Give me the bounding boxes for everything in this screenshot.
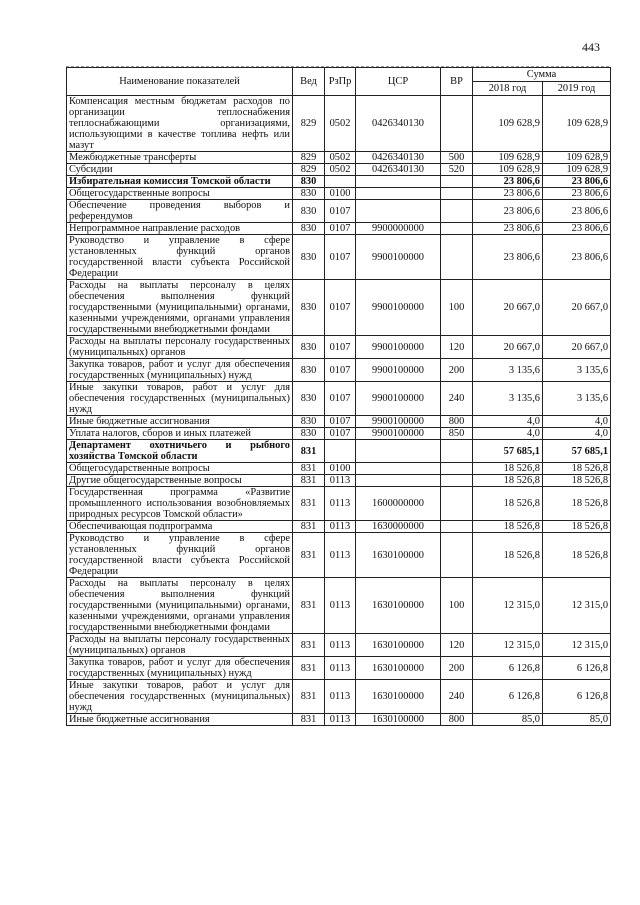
table-row bbox=[67, 223, 611, 235]
cell-ved: 831 bbox=[293, 487, 325, 521]
cell-vr: 800 bbox=[441, 416, 473, 428]
table-row bbox=[67, 152, 611, 164]
cell-rzpr: 0113 bbox=[325, 657, 356, 680]
cell-ved: 830 bbox=[293, 176, 325, 188]
cell-y2018: 23 806,6 bbox=[473, 223, 543, 235]
cell-rzpr: 0113 bbox=[325, 533, 356, 578]
cell-name: Иные бюджетные ассигнования bbox=[67, 416, 293, 428]
cell-rzpr bbox=[325, 176, 356, 188]
cell-y2019: 20 667,0 bbox=[543, 280, 611, 336]
table-row bbox=[67, 336, 611, 359]
cell-csr: 0426340130 bbox=[356, 152, 441, 164]
cell-vr bbox=[441, 463, 473, 475]
page-number: 443 bbox=[582, 40, 600, 54]
cell-csr: 0426340130 bbox=[356, 164, 441, 176]
cell-y2018: 20 667,0 bbox=[473, 280, 543, 336]
cell-rzpr: 0113 bbox=[325, 475, 356, 487]
cell-ved: 830 bbox=[293, 200, 325, 223]
cell-vr bbox=[441, 223, 473, 235]
cell-csr: 1630100000 bbox=[356, 578, 441, 634]
cell-y2019: 3 135,6 bbox=[543, 359, 611, 382]
cell-csr: 1630100000 bbox=[356, 634, 441, 657]
cell-vr: 850 bbox=[441, 428, 473, 440]
cell-ved: 830 bbox=[293, 428, 325, 440]
cell-y2019: 18 526,8 bbox=[543, 521, 611, 533]
cell-csr bbox=[356, 200, 441, 223]
table-row bbox=[67, 714, 611, 726]
cell-vr: 800 bbox=[441, 714, 473, 726]
cell-y2018: 4,0 bbox=[473, 416, 543, 428]
table-row bbox=[67, 200, 611, 223]
cell-vr: 100 bbox=[441, 578, 473, 634]
cell-y2018: 109 628,9 bbox=[473, 96, 543, 152]
cell-name: Расходы на выплаты персоналу в целях обеспечения выполнения функций государственными (муниципальными) органами, казенными учреждениями, органами управления государственными внебюджетными фондами bbox=[67, 578, 293, 634]
header-rzpr: РзПр bbox=[325, 68, 356, 96]
table-row bbox=[67, 487, 611, 521]
cell-name: Субсидии bbox=[67, 164, 293, 176]
cell-y2019: 109 628,9 bbox=[543, 96, 611, 152]
cell-vr: 200 bbox=[441, 359, 473, 382]
cell-y2018: 23 806,6 bbox=[473, 200, 543, 223]
cell-vr: 520 bbox=[441, 164, 473, 176]
cell-ved: 831 bbox=[293, 657, 325, 680]
cell-csr: 9900100000 bbox=[356, 416, 441, 428]
cell-vr bbox=[441, 475, 473, 487]
cell-y2019: 12 315,0 bbox=[543, 578, 611, 634]
cell-vr bbox=[441, 533, 473, 578]
cell-name: Закупка товаров, работ и услуг для обеспечения государственных (муниципальных) нужд bbox=[67, 359, 293, 382]
cell-ved: 831 bbox=[293, 521, 325, 533]
cell-rzpr: 0113 bbox=[325, 521, 356, 533]
cell-vr: 240 bbox=[441, 382, 473, 416]
cell-csr: 9900100000 bbox=[356, 382, 441, 416]
table-row bbox=[67, 235, 611, 280]
cell-y2018: 20 667,0 bbox=[473, 336, 543, 359]
cell-ved: 831 bbox=[293, 440, 325, 463]
table-row bbox=[67, 428, 611, 440]
cell-csr bbox=[356, 188, 441, 200]
cell-vr bbox=[441, 440, 473, 463]
cell-name: Расходы на выплаты персоналу государственных (муниципальных) органов bbox=[67, 336, 293, 359]
cell-csr bbox=[356, 440, 441, 463]
cell-name: Компенсация местным бюджетам расходов по организации теплоснабжения теплоснабжающими организациями, использующими в качестве топлива нефть или мазут bbox=[67, 96, 293, 152]
cell-ved: 831 bbox=[293, 475, 325, 487]
cell-name: Руководство и управление в сфере установленных функций органов государственной власти субъекта Российской Федерации bbox=[67, 533, 293, 578]
table-row bbox=[67, 382, 611, 416]
cell-y2019: 6 126,8 bbox=[543, 657, 611, 680]
cell-csr: 0426340130 bbox=[356, 96, 441, 152]
cell-ved: 831 bbox=[293, 578, 325, 634]
cell-name: Другие общегосударственные вопросы bbox=[67, 475, 293, 487]
cell-rzpr: 0107 bbox=[325, 280, 356, 336]
cell-y2019: 23 806,6 bbox=[543, 235, 611, 280]
cell-vr bbox=[441, 200, 473, 223]
cell-csr: 1630000000 bbox=[356, 521, 441, 533]
cell-ved: 830 bbox=[293, 382, 325, 416]
table-row bbox=[67, 578, 611, 634]
cell-csr: 1630100000 bbox=[356, 533, 441, 578]
table-row bbox=[67, 440, 611, 463]
cell-y2018: 18 526,8 bbox=[473, 475, 543, 487]
cell-y2018: 18 526,8 bbox=[473, 487, 543, 521]
cell-y2019: 6 126,8 bbox=[543, 680, 611, 714]
cell-ved: 830 bbox=[293, 336, 325, 359]
cell-vr: 500 bbox=[441, 152, 473, 164]
cell-rzpr: 0107 bbox=[325, 382, 356, 416]
cell-y2019: 3 135,6 bbox=[543, 382, 611, 416]
cell-name: Иные закупки товаров, работ и услуг для обеспечения государственных (муниципальных) нужд bbox=[67, 680, 293, 714]
cell-name: Избирательная комиссия Томской области bbox=[67, 176, 293, 188]
cell-ved: 831 bbox=[293, 634, 325, 657]
cell-rzpr: 0113 bbox=[325, 578, 356, 634]
cell-name: Общегосударственные вопросы bbox=[67, 463, 293, 475]
cell-rzpr: 0107 bbox=[325, 359, 356, 382]
cell-csr bbox=[356, 176, 441, 188]
table-row bbox=[67, 475, 611, 487]
cell-y2018: 85,0 bbox=[473, 714, 543, 726]
header-sum: Сумма bbox=[473, 68, 611, 82]
cell-rzpr: 0502 bbox=[325, 152, 356, 164]
cell-rzpr: 0502 bbox=[325, 96, 356, 152]
table-row bbox=[67, 280, 611, 336]
header-vr: ВР bbox=[441, 68, 473, 96]
cell-name: Расходы на выплаты персоналу в целях обеспечения выполнения функций государственными (муниципальными) органами, казенными учреждениями, органами управления государственными внебюджетными фондами bbox=[67, 280, 293, 336]
cell-name: Департамент охотничьего и рыбного хозяйства Томской области bbox=[67, 440, 293, 463]
cell-rzpr: 0107 bbox=[325, 416, 356, 428]
cell-y2019: 23 806,6 bbox=[543, 200, 611, 223]
cell-ved: 830 bbox=[293, 223, 325, 235]
cell-vr: 120 bbox=[441, 634, 473, 657]
cell-rzpr: 0107 bbox=[325, 235, 356, 280]
cell-ved: 829 bbox=[293, 152, 325, 164]
cell-ved: 830 bbox=[293, 235, 325, 280]
header-ved: Вед bbox=[293, 68, 325, 96]
header-year-2018: 2018 год bbox=[473, 82, 543, 96]
cell-ved: 830 bbox=[293, 359, 325, 382]
cell-csr: 1630100000 bbox=[356, 680, 441, 714]
cell-vr bbox=[441, 96, 473, 152]
cell-rzpr: 0100 bbox=[325, 188, 356, 200]
table-row bbox=[67, 188, 611, 200]
table-row bbox=[67, 416, 611, 428]
cell-y2018: 3 135,6 bbox=[473, 382, 543, 416]
cell-vr: 200 bbox=[441, 657, 473, 680]
cell-name: Обеспечение проведения выборов и референдумов bbox=[67, 200, 293, 223]
cell-name: Руководство и управление в сфере установленных функций органов государственной власти субъекта Российской Федерации bbox=[67, 235, 293, 280]
cell-csr bbox=[356, 475, 441, 487]
cell-y2019: 18 526,8 bbox=[543, 533, 611, 578]
cell-rzpr: 0107 bbox=[325, 200, 356, 223]
cell-csr: 1600000000 bbox=[356, 487, 441, 521]
cell-y2018: 4,0 bbox=[473, 428, 543, 440]
table-row bbox=[67, 164, 611, 176]
cell-y2019: 85,0 bbox=[543, 714, 611, 726]
cell-y2019: 20 667,0 bbox=[543, 336, 611, 359]
cell-vr bbox=[441, 176, 473, 188]
cell-name: Иные закупки товаров, работ и услуг для обеспечения государственных (муниципальных) нужд bbox=[67, 382, 293, 416]
cell-vr: 120 bbox=[441, 336, 473, 359]
cell-ved: 831 bbox=[293, 533, 325, 578]
header-csr: ЦСР bbox=[356, 68, 441, 96]
cell-name: Иные бюджетные ассигнования bbox=[67, 714, 293, 726]
cell-name: Закупка товаров, работ и услуг для обеспечения государственных (муниципальных) нужд bbox=[67, 657, 293, 680]
cell-name: Государственная программа «Развитие промышленного использования возобновляемых природных ресурсов Томской области» bbox=[67, 487, 293, 521]
cell-name: Общегосударственные вопросы bbox=[67, 188, 293, 200]
cell-y2019: 18 526,8 bbox=[543, 475, 611, 487]
table-row bbox=[67, 521, 611, 533]
table-row bbox=[67, 634, 611, 657]
cell-y2018: 109 628,9 bbox=[473, 152, 543, 164]
cell-ved: 831 bbox=[293, 463, 325, 475]
cell-csr: 9900100000 bbox=[356, 359, 441, 382]
cell-csr: 9900000000 bbox=[356, 223, 441, 235]
cell-y2018: 18 526,8 bbox=[473, 463, 543, 475]
table-row bbox=[67, 533, 611, 578]
cell-csr: 9900100000 bbox=[356, 336, 441, 359]
cell-csr: 9900100000 bbox=[356, 280, 441, 336]
cell-y2019: 23 806,6 bbox=[543, 223, 611, 235]
cell-name: Межбюджетные трансферты bbox=[67, 152, 293, 164]
cell-y2019: 12 315,0 bbox=[543, 634, 611, 657]
cell-y2019: 18 526,8 bbox=[543, 487, 611, 521]
cell-rzpr: 0502 bbox=[325, 164, 356, 176]
cell-name: Непрограммное направление расходов bbox=[67, 223, 293, 235]
cell-rzpr: 0107 bbox=[325, 336, 356, 359]
table-body bbox=[67, 96, 611, 726]
cell-ved: 829 bbox=[293, 96, 325, 152]
table-row bbox=[67, 463, 611, 475]
cell-vr bbox=[441, 521, 473, 533]
cell-y2019: 4,0 bbox=[543, 416, 611, 428]
table-row bbox=[67, 657, 611, 680]
cell-y2018: 3 135,6 bbox=[473, 359, 543, 382]
cell-y2019: 4,0 bbox=[543, 428, 611, 440]
cell-y2018: 12 315,0 bbox=[473, 578, 543, 634]
cell-y2018: 23 806,6 bbox=[473, 235, 543, 280]
table-row bbox=[67, 680, 611, 714]
cell-rzpr: 0113 bbox=[325, 680, 356, 714]
cell-y2019: 109 628,9 bbox=[543, 152, 611, 164]
cell-ved: 831 bbox=[293, 714, 325, 726]
cell-csr: 9900100000 bbox=[356, 235, 441, 280]
cell-y2018: 6 126,8 bbox=[473, 657, 543, 680]
cell-name: Уплата налогов, сборов и иных платежей bbox=[67, 428, 293, 440]
cell-y2018: 23 806,6 bbox=[473, 176, 543, 188]
cell-name: Обеспечивающая подпрограмма bbox=[67, 521, 293, 533]
table-row bbox=[67, 359, 611, 382]
cell-csr: 9900100000 bbox=[356, 428, 441, 440]
cell-rzpr bbox=[325, 440, 356, 463]
cell-vr bbox=[441, 235, 473, 280]
cell-rzpr: 0107 bbox=[325, 223, 356, 235]
cell-rzpr: 0100 bbox=[325, 463, 356, 475]
cell-rzpr: 0113 bbox=[325, 634, 356, 657]
cell-y2018: 12 315,0 bbox=[473, 634, 543, 657]
cell-y2019: 23 806,6 bbox=[543, 176, 611, 188]
cell-y2019: 18 526,8 bbox=[543, 463, 611, 475]
cell-y2019: 57 685,1 bbox=[543, 440, 611, 463]
cell-vr bbox=[441, 487, 473, 521]
cell-vr: 240 bbox=[441, 680, 473, 714]
cell-vr bbox=[441, 188, 473, 200]
cell-y2018: 18 526,8 bbox=[473, 521, 543, 533]
cell-csr: 1630100000 bbox=[356, 657, 441, 680]
header-year-2019: 2019 год bbox=[543, 82, 611, 96]
cell-name: Расходы на выплаты персоналу государственных (муниципальных) органов bbox=[67, 634, 293, 657]
table-row bbox=[67, 176, 611, 188]
header-name: Наименование показателей bbox=[67, 68, 293, 96]
cell-y2018: 6 126,8 bbox=[473, 680, 543, 714]
cell-y2019: 23 806,6 bbox=[543, 188, 611, 200]
table-row bbox=[67, 96, 611, 152]
cell-csr: 1630100000 bbox=[356, 714, 441, 726]
cell-ved: 830 bbox=[293, 416, 325, 428]
cell-ved: 831 bbox=[293, 680, 325, 714]
cell-y2019: 109 628,9 bbox=[543, 164, 611, 176]
cell-ved: 829 bbox=[293, 164, 325, 176]
cell-y2018: 109 628,9 bbox=[473, 164, 543, 176]
cell-vr: 100 bbox=[441, 280, 473, 336]
cell-rzpr: 0107 bbox=[325, 428, 356, 440]
budget-table bbox=[66, 67, 611, 726]
cell-ved: 830 bbox=[293, 188, 325, 200]
cell-y2018: 23 806,6 bbox=[473, 188, 543, 200]
cell-rzpr: 0113 bbox=[325, 487, 356, 521]
cell-rzpr: 0113 bbox=[325, 714, 356, 726]
cell-y2018: 57 685,1 bbox=[473, 440, 543, 463]
cell-csr bbox=[356, 463, 441, 475]
cell-y2018: 18 526,8 bbox=[473, 533, 543, 578]
cell-ved: 830 bbox=[293, 280, 325, 336]
